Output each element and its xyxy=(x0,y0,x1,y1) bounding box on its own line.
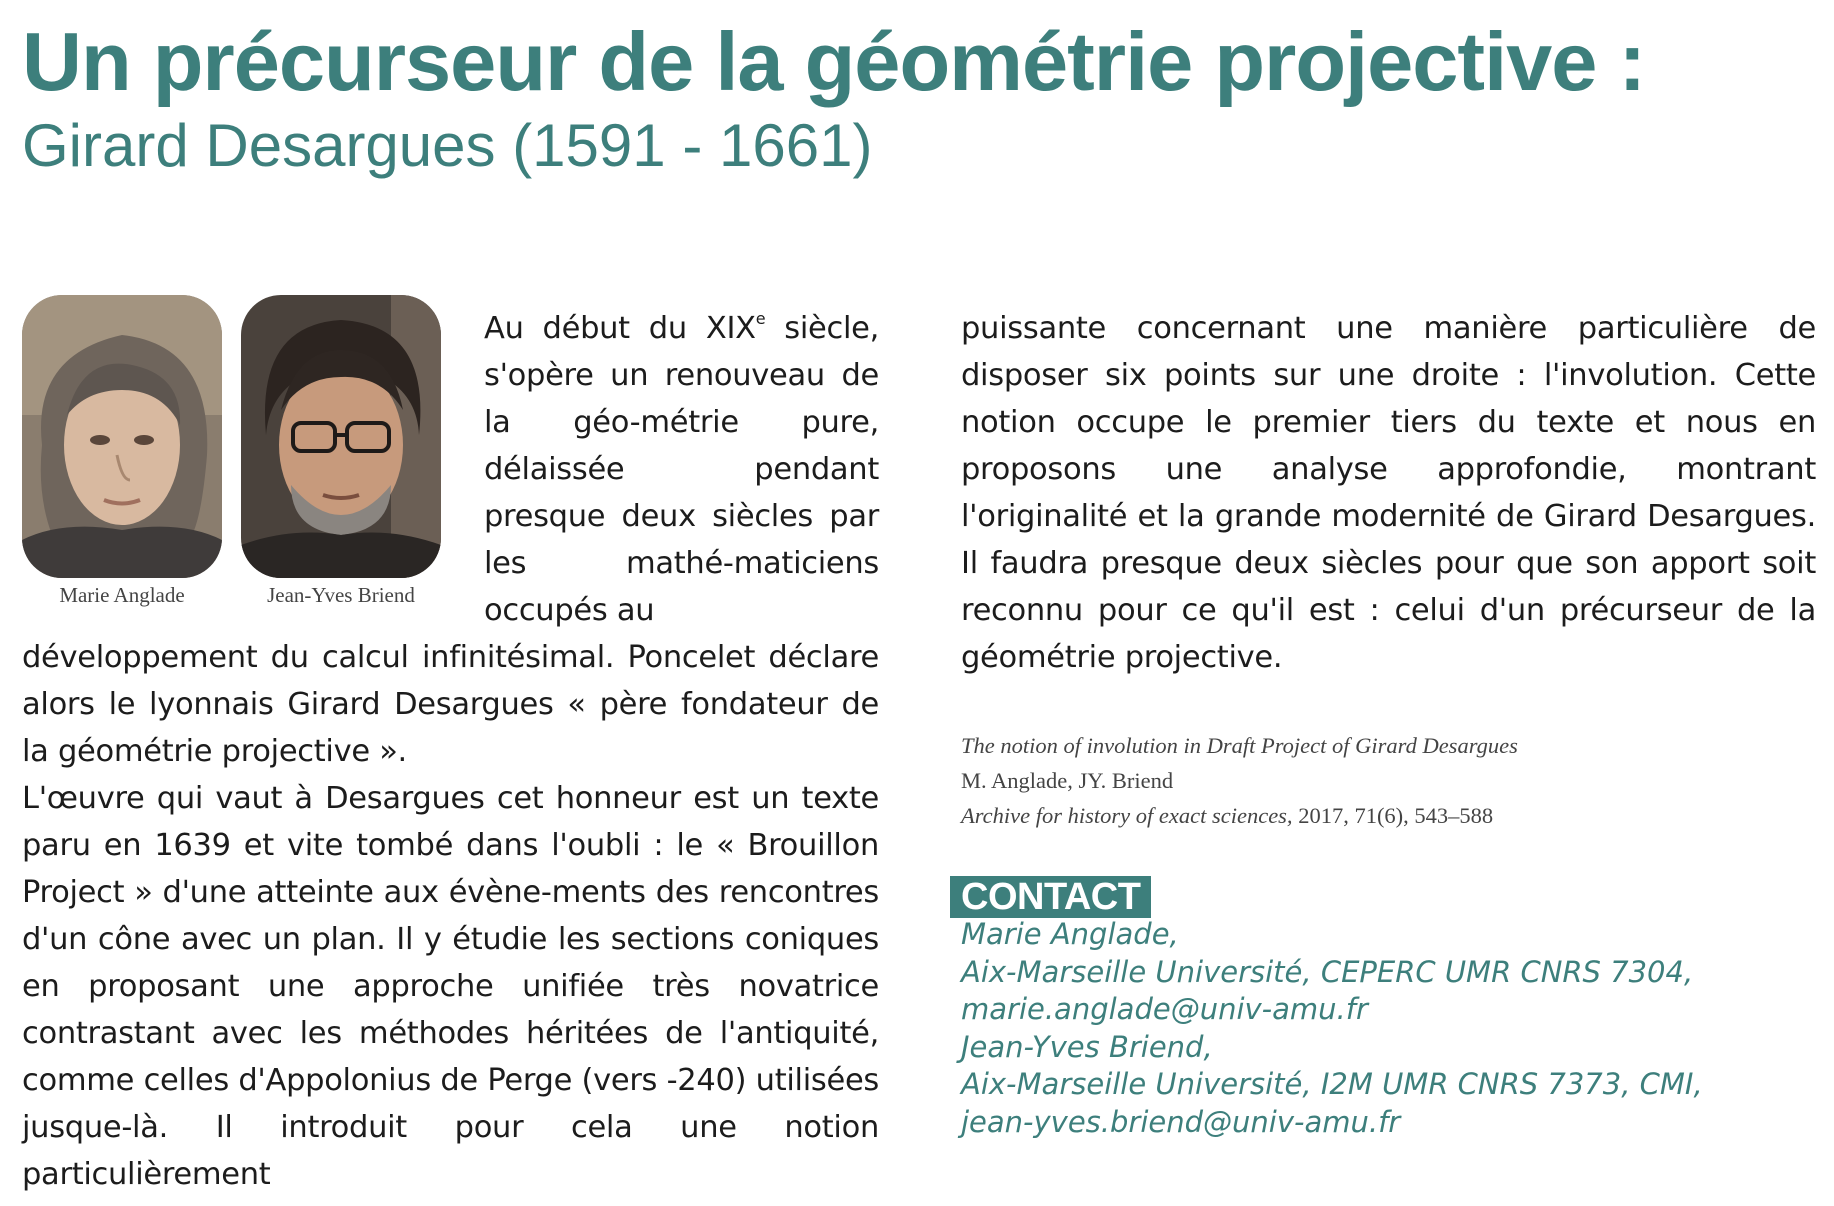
page-title: Un précurseur de la géométrie projective : xyxy=(22,15,1646,108)
contact-email-link[interactable]: marie.anglade@univ-amu.fr xyxy=(961,992,1368,1026)
portrait-caption: Jean-Yves Briend xyxy=(267,583,415,607)
page-subtitle: Girard Desargues (1591 - 1661) xyxy=(22,112,873,179)
portrait-jean-yves-briend xyxy=(241,295,441,578)
body-paragraph: développement du calcul infinitésimal. Poncelet déclare alors le lyonnais Girard Desargues « père fondateur de la géométrie projective ». xyxy=(22,640,879,769)
reference-authors: M. Anglade, JY. Briend xyxy=(961,768,1174,793)
portrait-caption: Marie Anglade xyxy=(59,583,185,607)
body-paragraph: L'œuvre qui vaut à Desargues cet honneur est un texte paru en 1639 et vite tombé dans l'oubli : le « Brouillon Project » d'une atteinte aux évène-ments des rencontres d'un cône avec un plan. Il y étudie les sections coniques en proposant une approche unifiée très novatrice contrastant avec les méthodes héritées de l'antiquité, comme celles d'Appolonius de Perge (vers -240) utilisées jusque-là. Il introduit pour cela une notion particulièrement xyxy=(22,781,879,1192)
reference-details: 2017, 71(6), 543–588 xyxy=(1292,803,1494,828)
body-paragraph-intro: Au début du XIXe siècle, s'opère un renouveau de la géo-métrie pure, délaissée pendant presque deux siècles par les mathé-maticiens occupés au xyxy=(484,309,879,628)
portrait-marie-anglade xyxy=(22,295,222,578)
contact-affiliation: Aix-Marseille Université, I2M UMR CNRS 7373, CMI, xyxy=(961,1067,1703,1101)
reference-journal: Archive for history of exact sciences, xyxy=(961,803,1293,828)
contact-affiliation: Aix-Marseille Université, CEPERC UMR CNRS 7304, xyxy=(961,954,1694,989)
contact-name: Jean-Yves Briend, xyxy=(961,1029,1213,1064)
body-paragraph-right: puissante concernant une manière particulière de disposer six points sur une droite : l'involution. Cette notion occupe le premier tiers du texte et nous en proposons une analyse approfondie, montrant l'originalité et la grande modernité de Girard Desargues. Il faudra presque deux siècles pour que son apport soit reconnu pour ce qu'il est : celui d'un précurseur de la géométrie projective. xyxy=(961,311,1816,675)
body-left-column xyxy=(22,634,879,1198)
reference-title: The notion of involution in Draft Project of Girard Desargues xyxy=(961,733,1518,758)
contact-heading: CONTACT xyxy=(950,876,1151,918)
contact-name: Marie Anglade, xyxy=(961,917,1179,951)
contact-email-link[interactable]: jean-yves.briend@univ-amu.fr xyxy=(961,1104,1401,1139)
reference-journal-line xyxy=(961,798,1816,833)
contact-block xyxy=(961,916,1821,1141)
reference-block xyxy=(961,728,1816,833)
